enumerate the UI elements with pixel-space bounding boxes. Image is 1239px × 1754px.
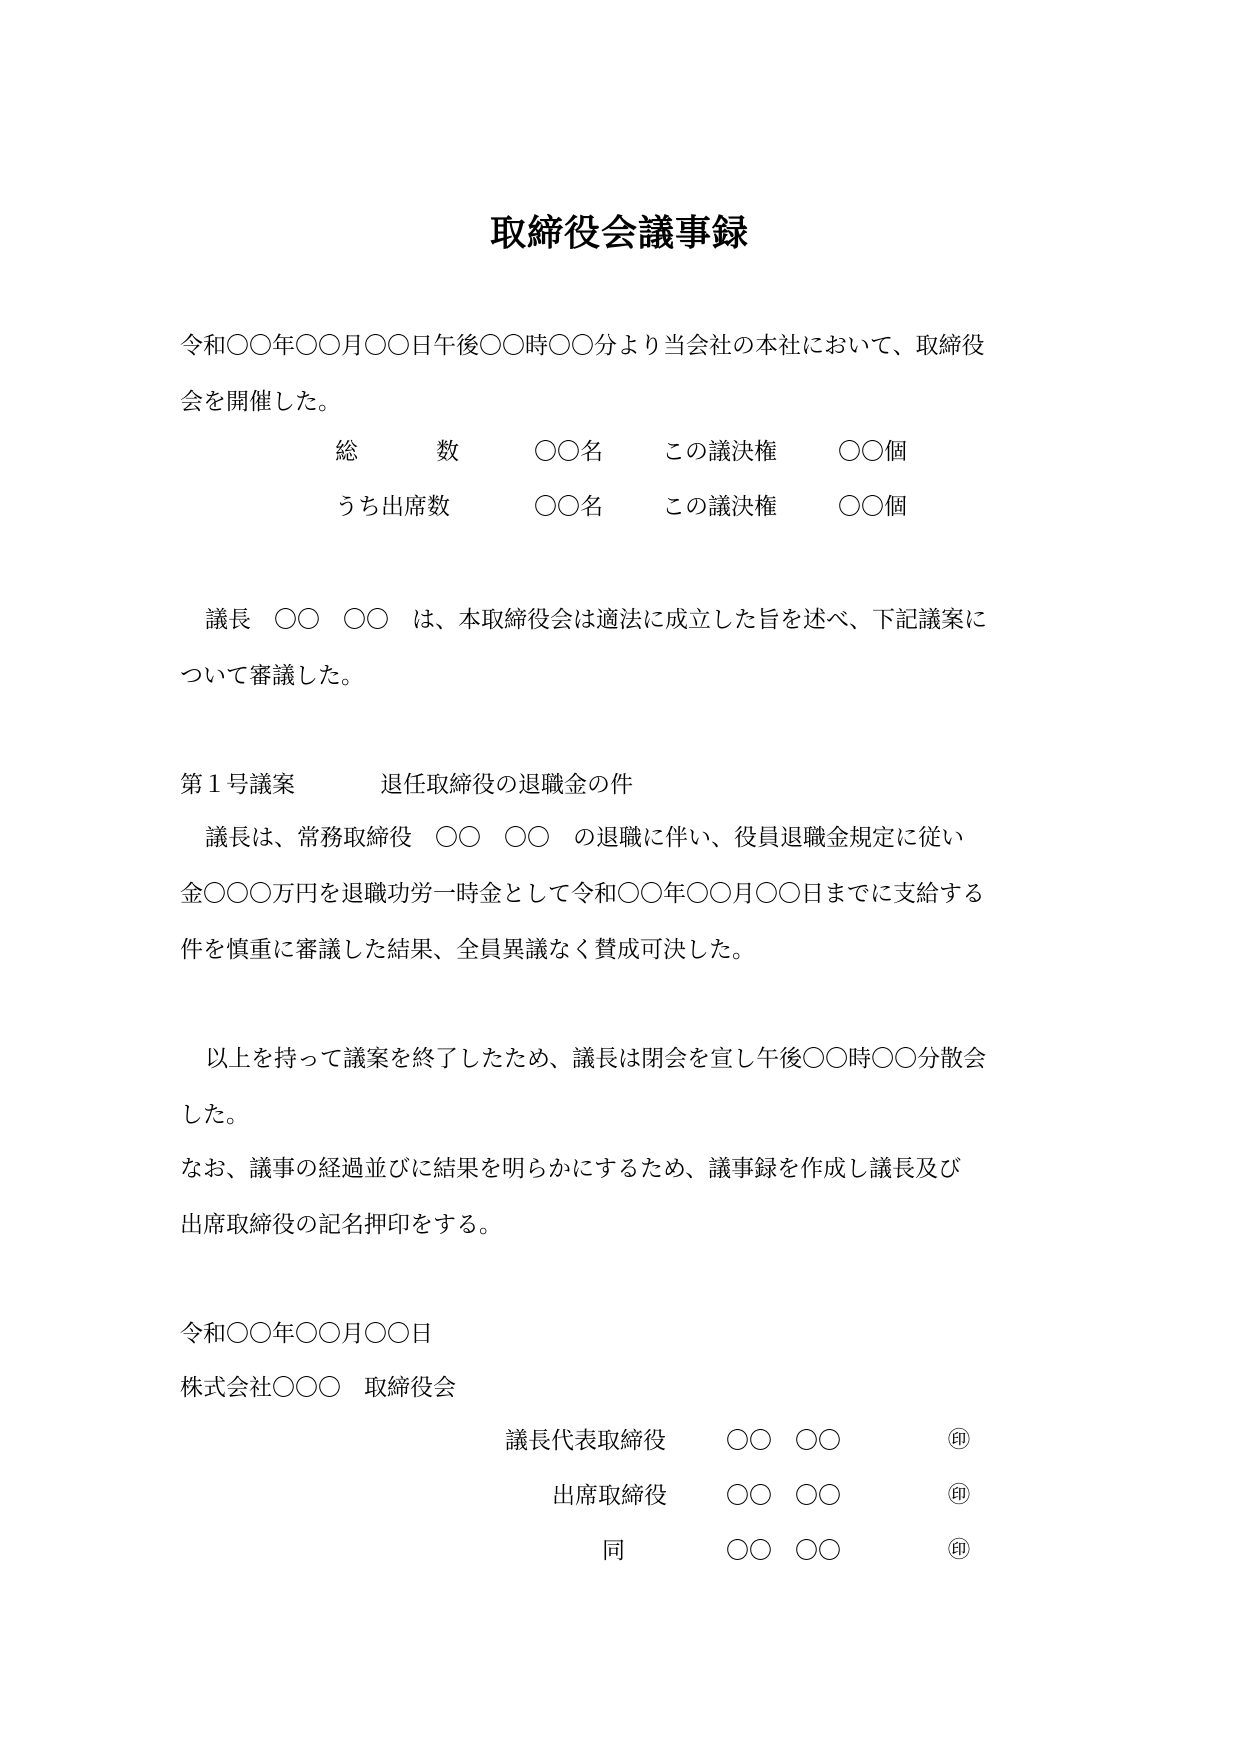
chair-statement-line-2: ついて審議した。	[180, 663, 364, 689]
total-count: 〇〇名	[534, 439, 603, 465]
agenda-number: 第１号議案	[180, 772, 295, 798]
signature-role: 出席取締役	[552, 1483, 667, 1509]
present-vote-label: この議決権	[662, 494, 777, 520]
present-label: うち出席数	[335, 494, 450, 520]
seal-icon: ㊞	[948, 1483, 971, 1508]
intro-line-1: 令和〇〇年〇〇月〇〇日午後〇〇時〇〇分より当会社の本社において、取締役	[180, 333, 985, 359]
present-count: 〇〇名	[534, 494, 603, 520]
chair-statement-line-1: 議長 〇〇 〇〇 は、本取締役会は適法に成立した旨を述べ、下記議案に	[205, 607, 987, 633]
signature-name: 〇〇 〇〇	[726, 1538, 841, 1564]
signature-role: 同	[602, 1538, 625, 1564]
agenda-line-3: 件を慎重に審議した結果、全員異議なく賛成可決した。	[180, 937, 755, 963]
present-vote-count: 〇〇個	[838, 494, 907, 520]
total-vote-count: 〇〇個	[838, 439, 907, 465]
agenda-line-2: 金〇〇〇万円を退職功労一時金として令和〇〇年〇〇月〇〇日までに支給する	[180, 881, 985, 907]
total-label-a: 総	[335, 439, 358, 465]
page-title: 取締役会議事録	[489, 212, 749, 254]
closing-line-3: なお、議事の経過並びに結果を明らかにするため、議事録を作成し議長及び	[180, 1156, 962, 1182]
company-name: 株式会社〇〇〇 取締役会	[180, 1375, 456, 1401]
total-vote-label: この議決権	[662, 439, 777, 465]
signature-role: 議長代表取締役	[505, 1428, 666, 1454]
seal-icon: ㊞	[948, 1538, 971, 1563]
closing-line-2: した。	[180, 1102, 249, 1128]
closing-line-1: 以上を持って議案を終了したため、議長は閉会を宣し午後〇〇時〇〇分散会	[205, 1046, 987, 1072]
intro-line-2: 会を開催した。	[180, 389, 341, 415]
signature-name: 〇〇 〇〇	[726, 1483, 841, 1509]
seal-icon: ㊞	[948, 1428, 971, 1453]
meeting-date: 令和〇〇年〇〇月〇〇日	[180, 1321, 433, 1347]
total-label-b: 数	[436, 439, 459, 465]
agenda-subject: 退任取締役の退職金の件	[380, 772, 633, 798]
closing-line-4: 出席取締役の記名押印をする。	[180, 1212, 502, 1238]
agenda-line-1: 議長は、常務取締役 〇〇 〇〇 の退職に伴い、役員退職金規定に従い	[205, 825, 964, 851]
signature-name: 〇〇 〇〇	[726, 1428, 841, 1454]
